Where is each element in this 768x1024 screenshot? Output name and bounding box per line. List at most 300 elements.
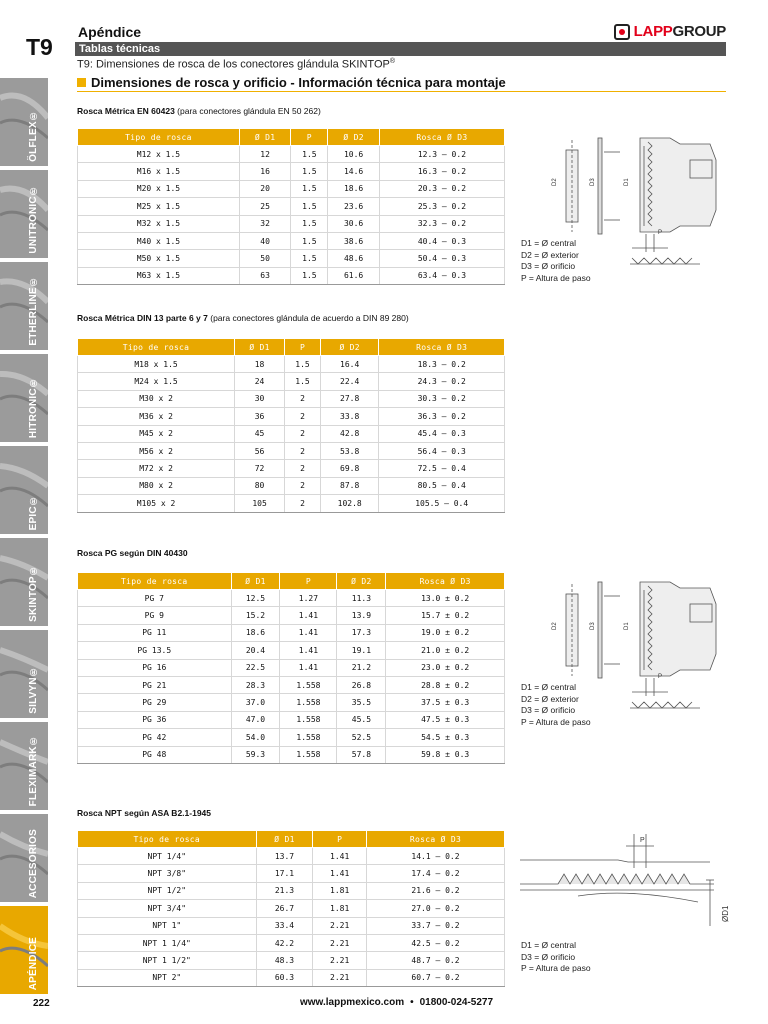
legend-npt: [521, 940, 591, 975]
table-row: [78, 163, 505, 180]
column-header: P: [291, 129, 328, 146]
table-cell: 105.5 – 0.4: [379, 495, 505, 512]
npt-table: [77, 830, 505, 987]
table-cell: 38.6: [328, 232, 379, 249]
table-cell: 1.5: [291, 267, 328, 284]
product-thumbnail-icon: [0, 78, 48, 166]
table-row: [78, 711, 505, 728]
column-header: Rosca Ø D3: [379, 129, 504, 146]
table-cell: 17.1: [256, 865, 313, 882]
table-cell: 16: [239, 163, 290, 180]
table-cell: 13.7: [256, 848, 313, 865]
table-cell: 87.8: [320, 477, 378, 494]
table-row: [78, 729, 505, 746]
table-cell: 12: [239, 146, 290, 163]
sidebar-item-label: EPIC®: [28, 494, 39, 530]
table-cell: 26.8: [337, 676, 386, 693]
logo-group-text: GROUP: [672, 23, 726, 40]
metric-din-table: [77, 338, 505, 513]
table-cell: 1.5: [285, 373, 321, 390]
sidebar-item-4[interactable]: [0, 446, 48, 534]
table-cell: 1.41: [280, 642, 337, 659]
table-cell: 18.6: [231, 624, 280, 641]
table-cell: 1.5: [291, 250, 328, 267]
d1-label: D1: [624, 178, 630, 186]
d2-label: D2: [552, 178, 558, 186]
table-cell: 21.0 ± 0.2: [386, 642, 505, 659]
table-row: [78, 198, 505, 215]
d1-label: D1: [624, 622, 630, 630]
table-row: [78, 232, 505, 249]
column-header: Ø D2: [337, 573, 386, 590]
table-cell: 1.558: [280, 676, 337, 693]
table-row: [78, 146, 505, 163]
table-header-row: [78, 129, 505, 146]
legend-metric: [521, 238, 591, 284]
table-cell: 40.4 – 0.3: [379, 232, 504, 249]
logo-lapp-text: LAPP: [633, 23, 673, 40]
table-cell: 60.7 – 0.2: [366, 969, 504, 986]
table-cell: 2: [285, 477, 321, 494]
heading-square-icon: [77, 78, 86, 87]
table-cell: 27.0 – 0.2: [366, 900, 504, 917]
table-cell: M32 x 1.5: [78, 215, 240, 232]
table-row: [78, 607, 505, 624]
table-row: [78, 267, 505, 284]
table-cell: NPT 3/8": [78, 865, 257, 882]
legend-item: D3 = Ø orificio: [521, 261, 576, 271]
table-cell: 28.3: [231, 676, 280, 693]
table-cell: M24 x 1.5: [78, 373, 235, 390]
table-cell: 20.4: [231, 642, 280, 659]
table-cell: NPT 1/2": [78, 882, 257, 899]
table-cell: PG 48: [78, 746, 232, 763]
table-cell: PG 29: [78, 694, 232, 711]
table-cell: 15.2: [231, 607, 280, 624]
page-code: T9: [26, 34, 53, 60]
sidebar-item-label: UNITRONIC®: [28, 185, 39, 254]
table-cell: 1.5: [291, 163, 328, 180]
lapp-group-logo: [614, 23, 726, 40]
table-cell: PG 36: [78, 711, 232, 728]
table-cell: 1.558: [280, 729, 337, 746]
product-thumbnail-icon: [0, 446, 48, 534]
table-cell: 1.41: [280, 659, 337, 676]
sidebar-item-8[interactable]: [0, 814, 48, 902]
column-header: Rosca Ø D3: [379, 339, 505, 356]
product-thumbnail-icon: [0, 814, 48, 902]
table-cell: 16.4: [320, 356, 378, 373]
table-row: [78, 642, 505, 659]
footer-phone: 01800-024-5277: [419, 997, 494, 1008]
column-header: P: [280, 573, 337, 590]
table-cell: M45 x 2: [78, 425, 235, 442]
product-thumbnail-icon: [0, 170, 48, 258]
table-row: [78, 425, 505, 442]
table-cell: 2: [285, 425, 321, 442]
sidebar-item-label: ÖLFLEX®: [28, 110, 39, 162]
table-header-row: [78, 831, 505, 848]
table-cell: 28.8 ± 0.2: [386, 676, 505, 693]
column-header: Rosca Ø D3: [366, 831, 504, 848]
table-row: [78, 882, 505, 899]
table-cell: M25 x 1.5: [78, 198, 240, 215]
table-cell: 2.21: [313, 969, 367, 986]
sidebar-item-7[interactable]: [0, 722, 48, 810]
table-cell: 16.3 – 0.2: [379, 163, 504, 180]
table-cell: M16 x 1.5: [78, 163, 240, 180]
legend-item: P = Altura de paso: [521, 716, 591, 727]
table-row: [78, 934, 505, 951]
table-cell: 1.5: [285, 356, 321, 373]
table-row: [78, 356, 505, 373]
table-cell: 35.5: [337, 694, 386, 711]
sidebar-item-label: HITRONIC®: [28, 376, 39, 438]
column-header: Ø D1: [235, 339, 285, 356]
table-row: [78, 624, 505, 641]
legend-item: D2 = Ø exterior: [521, 693, 579, 704]
table-row: [78, 865, 505, 882]
table-cell: PG 13.5: [78, 642, 232, 659]
table-cell: M30 x 2: [78, 390, 235, 407]
table-cell: NPT 1": [78, 917, 257, 934]
sidebar-item-6[interactable]: [0, 630, 48, 718]
table-cell: 22.5: [231, 659, 280, 676]
table-cell: 13.0 ± 0.2: [386, 590, 505, 607]
sidebar-item-label: SILVYN®: [28, 666, 39, 714]
table-cell: PG 42: [78, 729, 232, 746]
table-cell: 36: [235, 408, 285, 425]
table-cell: 25: [239, 198, 290, 215]
table-cell: 47.0: [231, 711, 280, 728]
table-cell: 1.81: [313, 882, 367, 899]
table-cell: 12.5: [231, 590, 280, 607]
table-cell: 60.3: [256, 969, 313, 986]
pg-table: [77, 572, 505, 764]
legend-item: P = Altura de paso: [521, 272, 591, 283]
table-row: [78, 969, 505, 986]
subtitle: T9: Dimensiones de rosca de los conectores glándula SKINTOP®: [77, 58, 396, 71]
table-cell: 2: [285, 460, 321, 477]
table-cell: 37.0: [231, 694, 280, 711]
table-row: [78, 694, 505, 711]
table-row: [78, 477, 505, 494]
table-cell: 12.3 – 0.2: [379, 146, 504, 163]
sidebar-item-label: SKINTOP®: [28, 565, 39, 622]
table-cell: 15.7 ± 0.2: [386, 607, 505, 624]
table-cell: PG 7: [78, 590, 232, 607]
table-cell: M63 x 1.5: [78, 267, 240, 284]
table-cell: 2.21: [313, 917, 367, 934]
footer-contact: [300, 997, 493, 1008]
table-row: [78, 495, 505, 512]
table-cell: 21.6 – 0.2: [366, 882, 504, 899]
table-cell: PG 16: [78, 659, 232, 676]
table-cell: 10.6: [328, 146, 379, 163]
table-cell: 53.8: [320, 442, 378, 459]
table-cell: 20: [239, 180, 290, 197]
logo-mark-icon: [614, 24, 630, 40]
table-cell: 2: [285, 442, 321, 459]
table-cell: 45.4 – 0.3: [379, 425, 505, 442]
table-cell: 1.41: [313, 848, 367, 865]
table-cell: 26.7: [256, 900, 313, 917]
table-row: [78, 746, 505, 763]
table-row: [78, 390, 505, 407]
table-cell: 27.8: [320, 390, 378, 407]
table-cell: 1.5: [291, 180, 328, 197]
table-cell: 52.5: [337, 729, 386, 746]
table-cell: 33.8: [320, 408, 378, 425]
table-cell: M72 x 2: [78, 460, 235, 477]
table-cell: 105: [235, 495, 285, 512]
table-cell: 2.21: [313, 934, 367, 951]
table-cell: 102.8: [320, 495, 378, 512]
sidebar-item-label: APÉNDICE: [28, 936, 39, 990]
table-cell: 1.5: [291, 198, 328, 215]
section-title-metric-din: Rosca Métrica DIN 13 parte 6 y 7 (para conectores glándula de acuerdo a DIN 89 280): [77, 313, 409, 323]
table-cell: 2: [285, 408, 321, 425]
table-cell: PG 21: [78, 676, 232, 693]
table-cell: 33.4: [256, 917, 313, 934]
table-cell: 47.5 ± 0.3: [386, 711, 505, 728]
table-cell: 50.4 – 0.3: [379, 250, 504, 267]
table-cell: 1.558: [280, 711, 337, 728]
table-row: [78, 952, 505, 969]
table-cell: 18: [235, 356, 285, 373]
legend-item: D2 = Ø exterior: [521, 249, 579, 260]
table-row: [78, 460, 505, 477]
table-cell: M56 x 2: [78, 442, 235, 459]
table-cell: 48.3: [256, 952, 313, 969]
legend-item: P = Altura de paso: [521, 963, 591, 973]
table-cell: 32: [239, 215, 290, 232]
column-header: Ø D2: [320, 339, 378, 356]
table-cell: 1.5: [291, 215, 328, 232]
column-header: P: [285, 339, 321, 356]
p-label: P: [658, 230, 663, 236]
column-header: Ø D1: [239, 129, 290, 146]
table-cell: NPT 1 1/4": [78, 934, 257, 951]
table-row: [78, 442, 505, 459]
section-title-pg: Rosca PG según DIN 40430: [77, 548, 188, 558]
table-cell: 42.5 – 0.2: [366, 934, 504, 951]
table-cell: 37.5 ± 0.3: [386, 694, 505, 711]
table-row: [78, 215, 505, 232]
column-header: Tipo de rosca: [78, 129, 240, 146]
legend-item: D1 = Ø central: [521, 682, 577, 692]
table-cell: 59.3: [231, 746, 280, 763]
table-cell: 56.4 – 0.3: [379, 442, 505, 459]
npt-p-label: P: [640, 837, 645, 844]
table-cell: M12 x 1.5: [78, 146, 240, 163]
table-cell: 40: [239, 232, 290, 249]
legend-item: D3 = Ø orificio: [521, 951, 576, 962]
product-thumbnail-icon: [0, 262, 48, 350]
table-cell: 11.3: [337, 590, 386, 607]
table-cell: 19.0 ± 0.2: [386, 624, 505, 641]
appendix-title: Apéndice: [78, 24, 142, 40]
table-cell: 14.6: [328, 163, 379, 180]
footer-website[interactable]: www.lappmexico.com: [300, 997, 405, 1008]
table-row: [78, 250, 505, 267]
product-thumbnail-icon: [0, 354, 48, 442]
page-number: 222: [33, 998, 50, 1009]
column-header: Tipo de rosca: [78, 831, 257, 848]
table-row: [78, 676, 505, 693]
table-cell: 57.8: [337, 746, 386, 763]
table-cell: 1.41: [313, 865, 367, 882]
sidebar-item-9[interactable]: [0, 906, 48, 994]
table-cell: 18.3 – 0.2: [379, 356, 505, 373]
heading-text: Dimensiones de rosca y orificio - Información técnica para montaje: [91, 75, 506, 90]
table-cell: 80.5 – 0.4: [379, 477, 505, 494]
table-cell: 32.3 – 0.2: [379, 215, 504, 232]
table-cell: 1.41: [280, 624, 337, 641]
table-cell: 63: [239, 267, 290, 284]
table-row: [78, 590, 505, 607]
table-cell: NPT 1 1/2": [78, 952, 257, 969]
sidebar-item-0[interactable]: [0, 78, 48, 166]
table-cell: 2: [285, 390, 321, 407]
table-cell: 69.8: [320, 460, 378, 477]
table-cell: NPT 1/4": [78, 848, 257, 865]
table-cell: 2: [285, 495, 321, 512]
table-row: [78, 659, 505, 676]
table-cell: M80 x 2: [78, 477, 235, 494]
table-cell: 54.0: [231, 729, 280, 746]
table-cell: 1.5: [291, 146, 328, 163]
table-cell: 30: [235, 390, 285, 407]
table-cell: 13.9: [337, 607, 386, 624]
column-header: P: [313, 831, 367, 848]
metric-en-table: [77, 128, 505, 285]
table-cell: 24: [235, 373, 285, 390]
column-header: Ø D2: [328, 129, 379, 146]
sidebar-item-2[interactable]: [0, 262, 48, 350]
table-cell: 1.41: [280, 607, 337, 624]
table-cell: M105 x 2: [78, 495, 235, 512]
product-thumbnail-icon: [0, 538, 48, 626]
table-cell: 1.5: [291, 232, 328, 249]
table-cell: 45: [235, 425, 285, 442]
table-cell: 45.5: [337, 711, 386, 728]
table-cell: 18.6: [328, 180, 379, 197]
table-cell: M40 x 1.5: [78, 232, 240, 249]
d3-label: D3: [590, 622, 596, 630]
table-cell: PG 11: [78, 624, 232, 641]
table-header-row: [78, 573, 505, 590]
legend-pg: [521, 682, 591, 728]
table-cell: 80: [235, 477, 285, 494]
product-thumbnail-icon: [0, 722, 48, 810]
table-cell: 22.4: [320, 373, 378, 390]
section-bar: Tablas técnicas: [75, 42, 726, 56]
section-title-npt: Rosca NPT según ASA B2.1-1945: [77, 808, 211, 818]
column-header: Tipo de rosca: [78, 573, 232, 590]
sidebar-item-label: FLEXIMARK®: [28, 734, 39, 806]
table-cell: 17.4 – 0.2: [366, 865, 504, 882]
table-cell: 1.81: [313, 900, 367, 917]
section-title-metric-en: Rosca Métrica EN 60423 (para conectores glándula EN 50 262): [77, 106, 321, 116]
column-header: Tipo de rosca: [78, 339, 235, 356]
table-cell: 20.3 – 0.2: [379, 180, 504, 197]
table-cell: 42.2: [256, 934, 313, 951]
column-header: Ø D1: [256, 831, 313, 848]
column-header: Rosca Ø D3: [386, 573, 505, 590]
legend-item: D3 = Ø orificio: [521, 705, 576, 715]
product-thumbnail-icon: [0, 630, 48, 718]
table-cell: 50: [239, 250, 290, 267]
table-cell: 2.21: [313, 952, 367, 969]
table-cell: 48.7 – 0.2: [366, 952, 504, 969]
table-cell: 17.3: [337, 624, 386, 641]
table-cell: 1.27: [280, 590, 337, 607]
legend-item: D1 = Ø central: [521, 238, 577, 248]
table-cell: 19.1: [337, 642, 386, 659]
table-row: [78, 373, 505, 390]
table-cell: M18 x 1.5: [78, 356, 235, 373]
sidebar-item-label: ETHERLINE®: [28, 276, 39, 346]
table-cell: 30.3 – 0.2: [379, 390, 505, 407]
sidebar-item-1[interactable]: [0, 170, 48, 258]
legend-item: D1 = Ø central: [521, 940, 577, 950]
table-cell: 61.6: [328, 267, 379, 284]
table-cell: 23.0 ± 0.2: [386, 659, 505, 676]
sidebar-item-3[interactable]: [0, 354, 48, 442]
table-cell: NPT 3/4": [78, 900, 257, 917]
table-cell: 33.7 – 0.2: [366, 917, 504, 934]
table-cell: 54.5 ± 0.3: [386, 729, 505, 746]
table-row: [78, 408, 505, 425]
table-row: [78, 848, 505, 865]
table-cell: NPT 2": [78, 969, 257, 986]
table-cell: 30.6: [328, 215, 379, 232]
table-cell: 21.2: [337, 659, 386, 676]
table-cell: 14.1 – 0.2: [366, 848, 504, 865]
table-cell: 36.3 – 0.2: [379, 408, 505, 425]
table-cell: 63.4 – 0.3: [379, 267, 504, 284]
table-row: [78, 917, 505, 934]
table-cell: 25.3 – 0.2: [379, 198, 504, 215]
column-header: Ø D1: [231, 573, 280, 590]
table-cell: 72.5 – 0.4: [379, 460, 505, 477]
d2-label: D2: [552, 622, 558, 630]
table-cell: 72: [235, 460, 285, 477]
table-cell: 21.3: [256, 882, 313, 899]
sidebar-item-label: ACCESORIOS: [28, 828, 39, 898]
sidebar-item-5[interactable]: [0, 538, 48, 626]
product-thumbnail-icon: [0, 906, 48, 994]
table-row: [78, 900, 505, 917]
table-cell: 23.6: [328, 198, 379, 215]
section-heading: [77, 74, 726, 92]
p-label: P: [658, 674, 663, 680]
npt-thread-diagram: [518, 830, 733, 935]
table-cell: 42.8: [320, 425, 378, 442]
d3-label: D3: [590, 178, 596, 186]
table-cell: M20 x 1.5: [78, 180, 240, 197]
table-cell: 1.558: [280, 746, 337, 763]
footer-separator: •: [410, 997, 414, 1008]
npt-d1-label: ØD1: [721, 905, 730, 922]
table-cell: 24.3 – 0.2: [379, 373, 505, 390]
table-cell: 1.558: [280, 694, 337, 711]
table-row: [78, 180, 505, 197]
table-cell: 56: [235, 442, 285, 459]
table-header-row: [78, 339, 505, 356]
table-cell: M36 x 2: [78, 408, 235, 425]
